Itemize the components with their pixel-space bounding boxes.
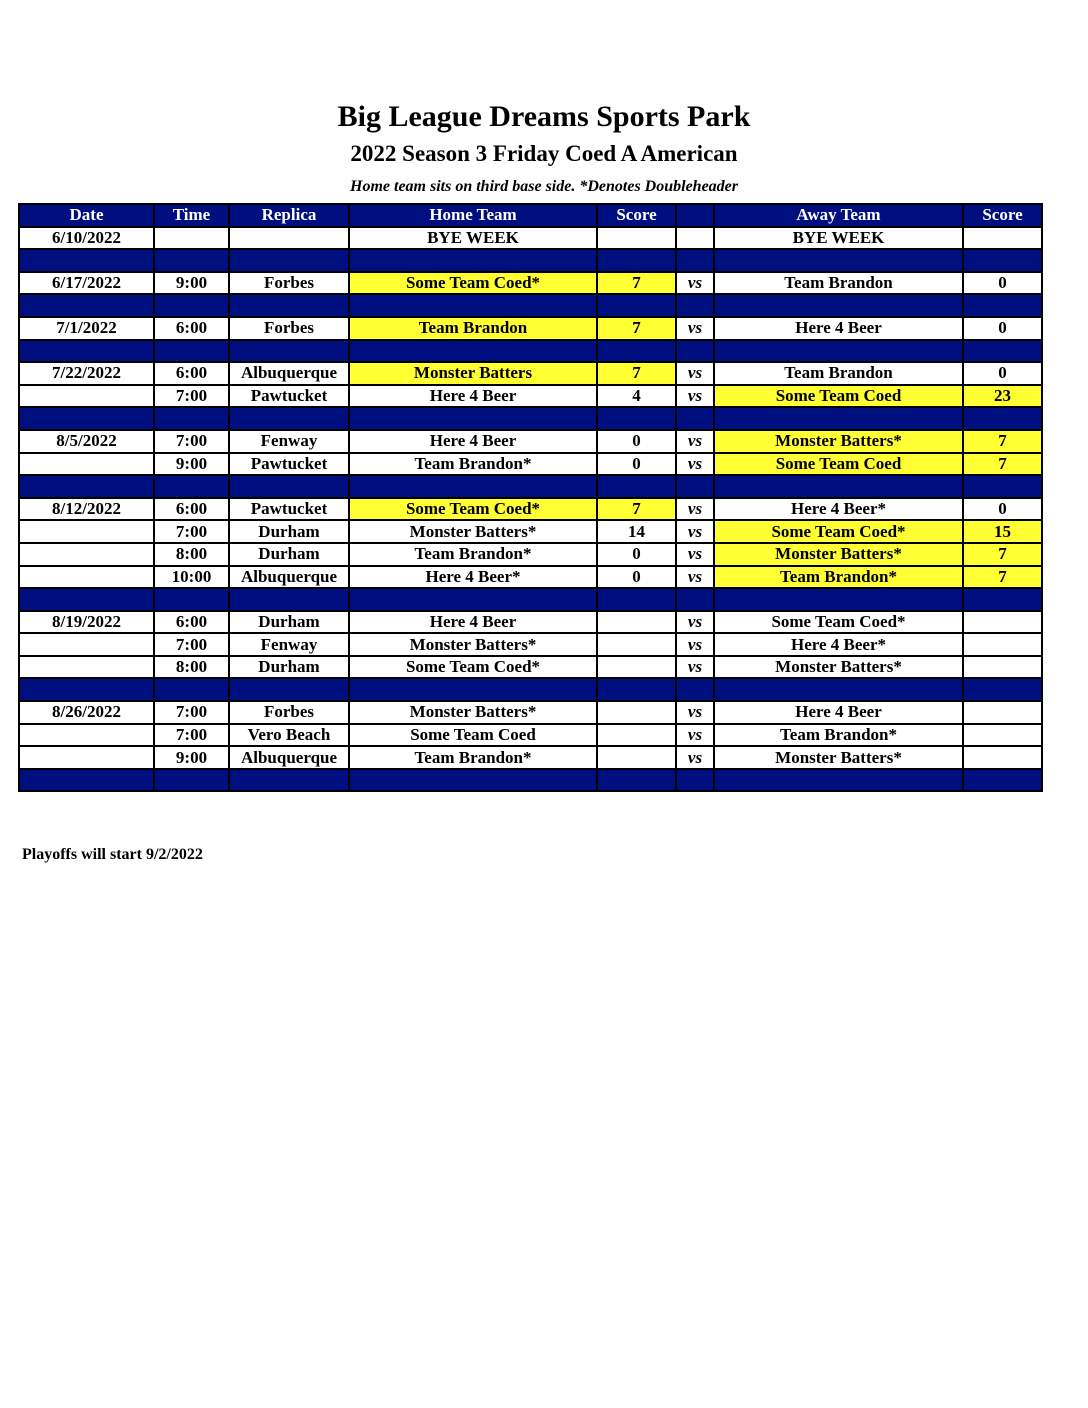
home-team-cell: Team Brandon	[349, 317, 597, 340]
separator-cell	[963, 249, 1042, 272]
separator-cell	[597, 294, 676, 317]
separator-cell	[676, 769, 714, 792]
replica-cell: Forbes	[229, 272, 349, 295]
away-team-cell: Team Brandon*	[714, 566, 963, 589]
home-team-cell: Monster Batters	[349, 362, 597, 385]
date-cell	[19, 566, 154, 589]
away-team-cell: Some Team Coed*	[714, 520, 963, 543]
time-cell: 7:00	[154, 724, 229, 747]
date-cell	[19, 520, 154, 543]
separator-cell	[229, 678, 349, 701]
home-score-cell	[597, 633, 676, 656]
column-header-home-score: Score	[597, 204, 676, 227]
away-score-cell: 7	[963, 543, 1042, 566]
column-header-home-team: Home Team	[349, 204, 597, 227]
separator-cell	[19, 588, 154, 611]
away-team-cell: Here 4 Beer*	[714, 498, 963, 521]
date-cell: 7/1/2022	[19, 317, 154, 340]
separator-cell	[349, 340, 597, 363]
column-header-away-score: Score	[963, 204, 1042, 227]
date-cell: 8/5/2022	[19, 430, 154, 453]
home-team-cell: Team Brandon*	[349, 453, 597, 476]
separator-cell	[154, 475, 229, 498]
away-score-cell: 15	[963, 520, 1042, 543]
separator-row	[19, 340, 1042, 363]
separator-cell	[154, 340, 229, 363]
home-team-cell: Some Team Coed*	[349, 498, 597, 521]
separator-cell	[963, 294, 1042, 317]
replica-cell: Durham	[229, 520, 349, 543]
separator-cell	[349, 769, 597, 792]
away-team-cell: Here 4 Beer	[714, 701, 963, 724]
column-header-replica: Replica	[229, 204, 349, 227]
time-cell: 10:00	[154, 566, 229, 589]
home-score-cell: 7	[597, 317, 676, 340]
separator-cell	[154, 588, 229, 611]
separator-cell	[19, 678, 154, 701]
separator-cell	[229, 340, 349, 363]
time-cell: 7:00	[154, 430, 229, 453]
home-team-cell: BYE WEEK	[349, 227, 597, 250]
away-team-cell: Monster Batters*	[714, 430, 963, 453]
table-row	[19, 543, 1042, 566]
bye-row	[19, 227, 1042, 250]
vs-cell: vs	[676, 317, 714, 340]
separator-cell	[963, 678, 1042, 701]
replica-cell: Forbes	[229, 701, 349, 724]
separator-row	[19, 678, 1042, 701]
away-team-cell: Team Brandon	[714, 362, 963, 385]
away-score-cell: 7	[963, 453, 1042, 476]
away-team-cell: Some Team Coed	[714, 385, 963, 408]
page-subtitle: 2022 Season 3 Friday Coed A American	[350, 141, 738, 166]
separator-cell	[714, 407, 963, 430]
home-score-cell: 7	[597, 272, 676, 295]
away-score-cell: 0	[963, 362, 1042, 385]
replica-cell: Albuquerque	[229, 362, 349, 385]
table-row	[19, 317, 1042, 340]
separator-cell	[963, 340, 1042, 363]
separator-cell	[714, 475, 963, 498]
separator-cell	[597, 678, 676, 701]
date-cell	[19, 746, 154, 769]
date-cell	[19, 453, 154, 476]
home-team-cell: Here 4 Beer	[349, 611, 597, 634]
table-row	[19, 656, 1042, 679]
home-team-cell: Some Team Coed*	[349, 272, 597, 295]
time-cell	[154, 227, 229, 250]
away-score-cell	[963, 227, 1042, 250]
date-cell: 8/26/2022	[19, 701, 154, 724]
home-team-cell: Monster Batters*	[349, 633, 597, 656]
replica-cell: Pawtucket	[229, 385, 349, 408]
home-score-cell	[597, 724, 676, 747]
separator-cell	[19, 475, 154, 498]
time-cell: 6:00	[154, 498, 229, 521]
separator-cell	[229, 249, 349, 272]
time-cell: 7:00	[154, 520, 229, 543]
home-score-cell: 0	[597, 453, 676, 476]
table-row	[19, 566, 1042, 589]
separator-cell	[963, 769, 1042, 792]
date-cell: 6/17/2022	[19, 272, 154, 295]
table-row	[19, 701, 1042, 724]
time-cell: 6:00	[154, 362, 229, 385]
table-row	[19, 430, 1042, 453]
away-team-cell: Monster Batters*	[714, 746, 963, 769]
home-score-cell: 14	[597, 520, 676, 543]
replica-cell: Durham	[229, 611, 349, 634]
date-cell: 6/10/2022	[19, 227, 154, 250]
column-header-date: Date	[19, 204, 154, 227]
separator-cell	[229, 769, 349, 792]
vs-cell: vs	[676, 385, 714, 408]
vs-cell	[676, 227, 714, 250]
table-row	[19, 385, 1042, 408]
replica-cell: Durham	[229, 656, 349, 679]
date-cell	[19, 385, 154, 408]
away-team-cell: Some Team Coed*	[714, 611, 963, 634]
schedule-body	[19, 227, 1042, 792]
separator-cell	[963, 407, 1042, 430]
separator-cell	[714, 588, 963, 611]
date-cell: 7/22/2022	[19, 362, 154, 385]
time-cell: 7:00	[154, 633, 229, 656]
vs-cell: vs	[676, 633, 714, 656]
away-score-cell: 0	[963, 272, 1042, 295]
date-cell	[19, 724, 154, 747]
away-team-cell: Here 4 Beer*	[714, 633, 963, 656]
separator-row	[19, 475, 1042, 498]
separator-cell	[154, 407, 229, 430]
separator-row	[19, 769, 1042, 792]
separator-cell	[597, 340, 676, 363]
home-team-cell: Monster Batters*	[349, 520, 597, 543]
table-row	[19, 633, 1042, 656]
home-score-cell	[597, 227, 676, 250]
separator-cell	[229, 588, 349, 611]
separator-cell	[597, 588, 676, 611]
time-cell: 6:00	[154, 611, 229, 634]
separator-cell	[597, 769, 676, 792]
time-cell: 8:00	[154, 656, 229, 679]
separator-cell	[19, 769, 154, 792]
separator-cell	[963, 475, 1042, 498]
separator-cell	[19, 294, 154, 317]
home-team-cell: Team Brandon*	[349, 543, 597, 566]
table-row	[19, 520, 1042, 543]
column-header-away-team: Away Team	[714, 204, 963, 227]
home-score-cell: 0	[597, 430, 676, 453]
away-team-cell: BYE WEEK	[714, 227, 963, 250]
home-team-cell: Team Brandon*	[349, 746, 597, 769]
separator-cell	[349, 249, 597, 272]
away-score-cell: 7	[963, 566, 1042, 589]
separator-cell	[349, 588, 597, 611]
table-row	[19, 611, 1042, 634]
time-cell: 9:00	[154, 453, 229, 476]
replica-cell: Fenway	[229, 633, 349, 656]
vs-cell: vs	[676, 656, 714, 679]
replica-cell: Pawtucket	[229, 498, 349, 521]
home-team-cell: Here 4 Beer*	[349, 566, 597, 589]
vs-cell: vs	[676, 701, 714, 724]
time-cell: 9:00	[154, 272, 229, 295]
away-score-cell: 0	[963, 317, 1042, 340]
separator-cell	[714, 340, 963, 363]
home-team-cell: Monster Batters*	[349, 701, 597, 724]
separator-cell	[349, 678, 597, 701]
separator-cell	[676, 407, 714, 430]
separator-cell	[714, 249, 963, 272]
time-cell: 7:00	[154, 385, 229, 408]
page-title: Big League Dreams Sports Park	[337, 100, 751, 133]
time-cell: 8:00	[154, 543, 229, 566]
vs-cell: vs	[676, 746, 714, 769]
date-cell	[19, 543, 154, 566]
separator-cell	[349, 407, 597, 430]
separator-cell	[676, 340, 714, 363]
away-score-cell: 23	[963, 385, 1042, 408]
away-team-cell: Team Brandon*	[714, 724, 963, 747]
separator-cell	[19, 340, 154, 363]
replica-cell: Fenway	[229, 430, 349, 453]
away-team-cell: Team Brandon	[714, 272, 963, 295]
home-score-cell: 0	[597, 543, 676, 566]
table-row	[19, 746, 1042, 769]
separator-cell	[154, 249, 229, 272]
time-cell: 9:00	[154, 746, 229, 769]
table-row	[19, 498, 1042, 521]
separator-cell	[597, 475, 676, 498]
separator-row	[19, 588, 1042, 611]
table-header-row	[19, 204, 1042, 227]
separator-cell	[229, 407, 349, 430]
separator-cell	[229, 475, 349, 498]
away-team-cell: Here 4 Beer	[714, 317, 963, 340]
separator-cell	[597, 407, 676, 430]
separator-cell	[229, 294, 349, 317]
vs-cell: vs	[676, 362, 714, 385]
home-team-cell: Some Team Coed	[349, 724, 597, 747]
home-score-cell	[597, 656, 676, 679]
home-score-cell: 4	[597, 385, 676, 408]
home-score-cell	[597, 746, 676, 769]
separator-cell	[714, 769, 963, 792]
column-header-vs	[676, 204, 714, 227]
home-team-cell: Here 4 Beer	[349, 385, 597, 408]
away-score-cell	[963, 701, 1042, 724]
time-cell: 7:00	[154, 701, 229, 724]
vs-cell: vs	[676, 430, 714, 453]
away-team-cell: Monster Batters*	[714, 543, 963, 566]
date-cell: 8/19/2022	[19, 611, 154, 634]
replica-cell: Vero Beach	[229, 724, 349, 747]
separator-cell	[676, 678, 714, 701]
replica-cell: Durham	[229, 543, 349, 566]
away-score-cell	[963, 656, 1042, 679]
away-score-cell: 7	[963, 430, 1042, 453]
vs-cell: vs	[676, 498, 714, 521]
separator-cell	[714, 294, 963, 317]
vs-cell: vs	[676, 611, 714, 634]
separator-cell	[676, 475, 714, 498]
separator-cell	[19, 249, 154, 272]
home-team-cell: Some Team Coed*	[349, 656, 597, 679]
home-score-cell	[597, 611, 676, 634]
separator-cell	[676, 588, 714, 611]
vs-cell: vs	[676, 543, 714, 566]
schedule-table	[18, 203, 1043, 792]
separator-cell	[349, 475, 597, 498]
replica-cell: Forbes	[229, 317, 349, 340]
home-score-cell: 7	[597, 362, 676, 385]
date-cell: 8/12/2022	[19, 498, 154, 521]
replica-cell: Albuquerque	[229, 566, 349, 589]
separator-row	[19, 407, 1042, 430]
table-row	[19, 362, 1042, 385]
separator-cell	[963, 588, 1042, 611]
replica-cell: Pawtucket	[229, 453, 349, 476]
column-header-time: Time	[154, 204, 229, 227]
table-row	[19, 724, 1042, 747]
away-score-cell	[963, 724, 1042, 747]
replica-cell: Albuquerque	[229, 746, 349, 769]
separator-row	[19, 249, 1042, 272]
date-cell	[19, 656, 154, 679]
vs-cell: vs	[676, 724, 714, 747]
schedule-note: Home team sits on third base side. *Denotes Doubleheader	[350, 178, 738, 195]
home-team-cell: Here 4 Beer	[349, 430, 597, 453]
away-team-cell: Monster Batters*	[714, 656, 963, 679]
separator-cell	[676, 294, 714, 317]
vs-cell: vs	[676, 566, 714, 589]
separator-cell	[19, 407, 154, 430]
time-cell: 6:00	[154, 317, 229, 340]
table-row	[19, 272, 1042, 295]
separator-cell	[676, 249, 714, 272]
separator-row	[19, 294, 1042, 317]
away-score-cell	[963, 633, 1042, 656]
date-cell	[19, 633, 154, 656]
playoffs-note: Playoffs will start 9/2/2022	[22, 846, 203, 863]
home-score-cell	[597, 701, 676, 724]
separator-cell	[154, 678, 229, 701]
away-score-cell	[963, 611, 1042, 634]
away-team-cell: Some Team Coed	[714, 453, 963, 476]
separator-cell	[154, 769, 229, 792]
away-score-cell	[963, 746, 1042, 769]
vs-cell: vs	[676, 520, 714, 543]
separator-cell	[597, 249, 676, 272]
replica-cell	[229, 227, 349, 250]
table-row	[19, 453, 1042, 476]
home-score-cell: 0	[597, 566, 676, 589]
vs-cell: vs	[676, 272, 714, 295]
vs-cell: vs	[676, 453, 714, 476]
separator-cell	[154, 294, 229, 317]
away-score-cell: 0	[963, 498, 1042, 521]
separator-cell	[349, 294, 597, 317]
separator-cell	[714, 678, 963, 701]
home-score-cell: 7	[597, 498, 676, 521]
